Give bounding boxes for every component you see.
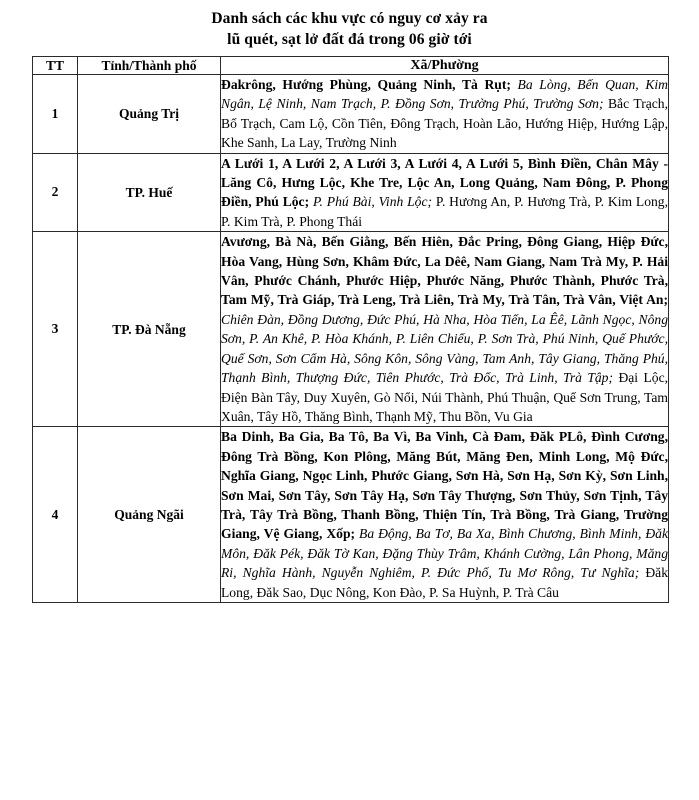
ward-segment-italic: Ba Động, Ba Tơ, Ba Xa, Bình Chương, Bình Minh, Đăk Môn, Đăk Pék, Đăk Tờ Kan, Đặng Thùy Trâm, Khánh Cường, Lân Phong, Măng Ri, Nghĩa Hành, Nguyễn Nghiêm, P. Đức Phổ, Tu Mơ Rông, Tư Nghĩa;	[221, 526, 668, 581]
table-body	[33, 75, 669, 603]
ward-segment-regular: Đăk Long, Đăk Sao, Dục Nông, Kon Đào, P. Sa Huỳnh, P. Trà Câu	[221, 565, 668, 600]
ward-list-cell	[221, 427, 669, 603]
title-line-2: lũ quét, sạt lở đất đá trong 06 giờ tới	[227, 31, 472, 48]
row-index-cell: 2	[33, 153, 78, 232]
ward-segment-bold: Đakrông, Hướng Phùng, Quảng Ninh, Tà Rụt;	[221, 77, 518, 92]
ward-segment-italic: P. Phú Bài, Vinh Lộc;	[312, 194, 436, 210]
row-index-cell: 1	[33, 75, 78, 154]
row-index-cell: 3	[33, 232, 78, 427]
column-header-tt: TT	[33, 57, 78, 75]
province-cell: Quảng Trị	[78, 75, 221, 154]
table-row	[33, 75, 669, 154]
column-header-province: Tỉnh/Thành phố	[78, 57, 221, 75]
ward-segment-bold: Ba Dinh, Ba Gia, Ba Tô, Ba Vì, Ba Vinh, Cà Đam, Đăk PLô, Đình Cương, Đông Trà Bồng, Kon Plông, Măng Bút, Măng Đen, Minh Long, Mộ Đức, Nghĩa Giang, Ngọc Linh, Phước Giang, Sơn Hà, Sơn Hạ, Sơn Kỳ, Sơn Linh, Sơn Mai, Sơn Tây, Sơn Tây Hạ, Sơn Tây Thượng, Sơn Thủy, Sơn Tịnh, Tây Trà, Tây Trà Bồng, Thanh Bồng, Thiện Tín, Trà Bồng, Trà Giang, Trường Giang, Vệ Giang, Xốp;	[221, 429, 668, 542]
province-cell: TP. Đà Nẵng	[78, 232, 221, 427]
province-cell: TP. Huế	[78, 153, 221, 232]
table-row	[33, 153, 669, 232]
ward-segment-italic: Chiên Đàn, Đồng Dương, Đức Phú, Hà Nha, Hòa Tiến, La Êê, Lãnh Ngọc, Nông Sơn, P. An Khê, P. Hòa Khánh, P. Liên Chiểu, P. Sơn Trà, Phú Ninh, Quế Phước, Quế Sơn, Sơn Cẩm Hà, Sông Kôn, Sông Vàng, Tam Anh, Tây Giang, Thăng Phú, Thạnh Bình, Thượng Đức, Tiên Phước, Trà Đốc, Trà Linh, Trà Tập;	[221, 311, 668, 386]
ward-segment-regular: Bắc Trạch, Bố Trạch, Cam Lộ, Cồn Tiên, Đông Trạch, Hoàn Lão, Hướng Hiệp, Hướng Lập, Khe Sanh, La Lay, Trường Ninh	[221, 96, 668, 151]
table-header-row	[33, 57, 669, 75]
risk-areas-table	[32, 56, 669, 603]
ward-segment-italic: Ba Lòng, Bến Quan, Kim Ngân, Lệ Ninh, Nam Trạch, P. Đồng Sơn, Trường Phú, Trường Sơn;	[221, 77, 668, 112]
ward-segment-regular: Đại Lộc, Điện Bàn Tây, Duy Xuyên, Gò Nổi, Núi Thành, Phú Thuận, Quế Sơn Trung, Tam Xuân, Tây Hồ, Thăng Bình, Thạnh Mỹ, Thu Bồn, Vu Gia	[221, 370, 669, 424]
title-line-1: Danh sách các khu vực có nguy cơ xảy ra	[211, 10, 488, 27]
ward-segment-regular: P. Hương An, P. Hương Trà, P. Kim Long, P. Kim Trà, P. Phong Thái	[221, 194, 668, 229]
table-row	[33, 427, 669, 603]
ward-list-cell	[221, 153, 669, 232]
row-index-cell: 4	[33, 427, 78, 603]
ward-list-cell	[221, 75, 669, 154]
table-row	[33, 232, 669, 427]
ward-segment-bold: Avương, Bà Nà, Bến Giằng, Bến Hiên, Đắc Pring, Đông Giang, Hiệp Đức, Hòa Vang, Hùng Sơn, Khâm Đức, La Dêê, Nam Giang, Nam Trà My, P. Hải Vân, Phước Chánh, Phước Hiệp, Phước Năng, Phước Thành, Phước Trà, Tam Mỹ, Trà Giáp, Trà Leng, Trà Liên, Trà My, Trà Tân, Trà Vân, Việt An;	[221, 234, 668, 308]
column-header-ward: Xã/Phường	[221, 57, 669, 75]
document-title	[0, 0, 699, 50]
ward-list-cell	[221, 232, 669, 427]
province-cell: Quảng Ngãi	[78, 427, 221, 603]
ward-segment-bold: A Lưới 1, A Lưới 2, A Lưới 3, A Lưới 4, A Lưới 5, Bình Điền, Chân Mây - Lăng Cô, Hưng Lộc, Khe Tre, Lộc An, Long Quảng, Nam Đông, P. Phong Điền, Phú Lộc;	[221, 155, 668, 210]
